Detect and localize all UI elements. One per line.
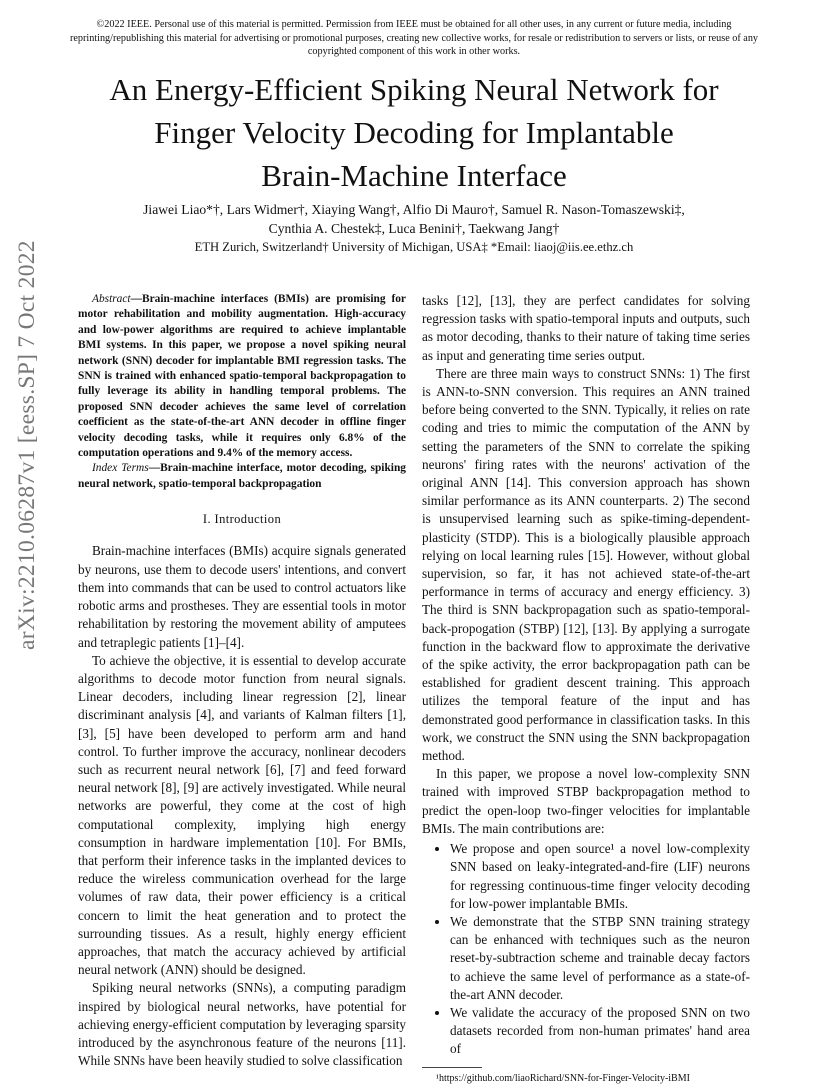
abstract-text: —Brain-machine interfaces (BMIs) are promising for motor rehabilitation and mobility augmentation. High-accuracy and low-power algorithms are required to achieve implantable BMI systems. In this paper, we propose a novel spiking neural network (SNN) decoder for implantable BMI regression tasks. The SNN is trained with enhanced spatio-temporal backpropagation to fully leverage its ability in handling temporal problems. The proposed SNN decoder achieves the same level of correlation coefficient as the state-of-the-art ANN decoder in offline finger velocity decoding tasks, while it requires only 6.8% of the computation operations and 9.4% of the memory access.	[78, 293, 406, 460]
title-line-2: Finger Velocity Decoding for Implantable	[154, 115, 674, 150]
title-line-3: Brain-Machine Interface	[261, 158, 567, 193]
right-paragraph-1: tasks [12], [13], they are perfect candidates for solving regression tasks with spatio-temporal inputs and outputs, such as motor decoding, thanks to their nature of taking time series as input and generating time series output.	[422, 293, 750, 363]
contribution-item: • We demonstrate that the STBP SNN training strategy can be enhanced with techniques such as the neuron reset-by-subtraction scheme and trainable decay factors to achieve the same level of performance as a state-of-the-art ANN decoder.	[450, 913, 750, 1004]
paper-title	[40, 68, 788, 197]
authors-line-2: Cynthia A. Chestek‡, Luca Benini†, Taekwang Jang†	[268, 221, 560, 236]
arxiv-identifier: arXiv:2210.06287v1 [eess.SP] 7 Oct 2022	[14, 240, 40, 650]
contributions-list	[422, 840, 750, 1058]
section-heading-introduction: I. Introduction	[202, 512, 282, 527]
intro-paragraph-3: Spiking neural networks (SNNs), a computing paradigm inspired by biological neural networks, have potential for achieving energy-efficient computation by leveraging sparsity introduced by the asynchronous feature of the neurons [11]. While SNNs have been heavily studied to solve classification	[78, 980, 406, 1069]
copyright-notice: ©2022 IEEE. Personal use of this material is permitted. Permission from IEEE must be obtained for all other uses, in any current or future media, including reprinting/republishing this material for advertising or promotional purposes, creating new collective works, for resale or redistribution to servers or lists, or reuse of any copyrighted component of this work in other works.	[69, 19, 759, 57]
footnote-link[interactable]: ¹https://github.com/liaoRichard/SNN-for-Finger-Velocity-iBMI	[436, 1072, 690, 1084]
right-paragraph-3: In this paper, we propose a novel low-complexity SNN trained with improved STBP backpropagation method to predict the open-loop two-finger velocities for implantable BMIs. The main contributions are:	[422, 766, 750, 836]
left-column	[78, 292, 406, 1070]
index-terms	[78, 461, 406, 492]
intro-paragraph-1: Brain-machine interfaces (BMIs) acquire signals generated by neurons, use them to decode users' intentions, and convert them into commands that can be used to control actuators like robotic arms and prostheses. They are essential tools in motor rehabilitation by restoring the movement ability of amputees and tetraplegic patients [1]–[4].	[78, 543, 406, 650]
right-paragraph-2: There are three main ways to construct SNNs: 1) The first is ANN-to-SNN conversion. This requires an ANN trained before being converted to the SNN. Typically, it relies on rate coding and tries to mimic the computation of the ANN by setting the parameters of the SNN to correlate the spiking neurons' firing rates with the neurons' activation of the original ANN [14]. This conversion approach has shown similar performance as its ANN counterparts. 2) The second is unsupervised learning such as spike-timing-dependent-plasticity (STDP). This is a biologically plausible approach relying on local learning rules [15]. However, without global supervision, so far, it has not achieved state-of-the-art performance in terms of accuracy and energy efficiency. 3) The third is SNN backpropagation such as spatio-temporal-back-propogation (STBP) [12], [13]. By applying a surrogate function in the backward flow to approximate the derivative of the spike activity, the error backpropagation path can be established for gradient descent training. This approach utilizes the temporal feature of the input and has demonstrated good performance in classification tasks. In this work, we construct the SNN using the SNN backpropagation method.	[422, 365, 750, 764]
abstract-label: Abstract	[92, 293, 131, 305]
arxiv-sidebar	[4, 240, 56, 650]
right-column	[422, 292, 750, 1085]
contribution-item: • We propose and open source¹ a novel low-complexity SNN based on leaky-integrated-and-fire (LIF) neurons for regressing continuous-time finger velocity decoding for low-power implantable BMIs.	[450, 840, 750, 913]
intro-paragraph-2: To achieve the objective, it is essential to develop accurate algorithms to decode motor function from neural signals. Linear decoders, including linear regression [2], linear discriminant analysis [4], and variants of Kalman filters [1], [3], [5] have been developed to perform arm and hand control. To further improve the accuracy, nonlinear decoders such as recurrent neural network [6], [7] and feed forward neural network [8], [9] are actively investigated. While neural networks are powerful, they come at the cost of high computational complexity, implying high energy consumption in hardware implementation [10]. For BMIs, that perform their inference tasks in the implanted devices to reduce the wireless communication overhead for the large volumes of raw data, their power efficiency is a critical concern to limit the heat generation and to protect the surrounding tissues. As a result, highly energy efficient approaches, that match the accuracy achieved by artificial neural network (ANN) should be designed.	[78, 652, 406, 978]
contribution-item: • We validate the accuracy of the proposed SNN on two datasets recorded from non-human primates' hand area of	[450, 1004, 750, 1059]
authors-line-1: Jiawei Liao*†, Lars Widmer†, Xiaying Wang†, Alfio Di Mauro†, Samuel R. Nason-Tomaszewski‡,	[143, 202, 685, 217]
affiliations: ETH Zurich, Switzerland† University of Michigan, USA‡ *Email: liaoj@iis.ee.ethz.ch	[194, 240, 634, 254]
author-block	[50, 200, 778, 257]
index-terms-text: —Brain-machine interface, motor decoding, spiking neural network, spatio-temporal backpropagation	[78, 462, 406, 490]
index-terms-label: Index Terms	[92, 462, 149, 475]
abstract	[78, 292, 406, 461]
title-line-1: An Energy-Efficient Spiking Neural Network for	[109, 72, 719, 107]
footnote-divider	[422, 1067, 482, 1068]
